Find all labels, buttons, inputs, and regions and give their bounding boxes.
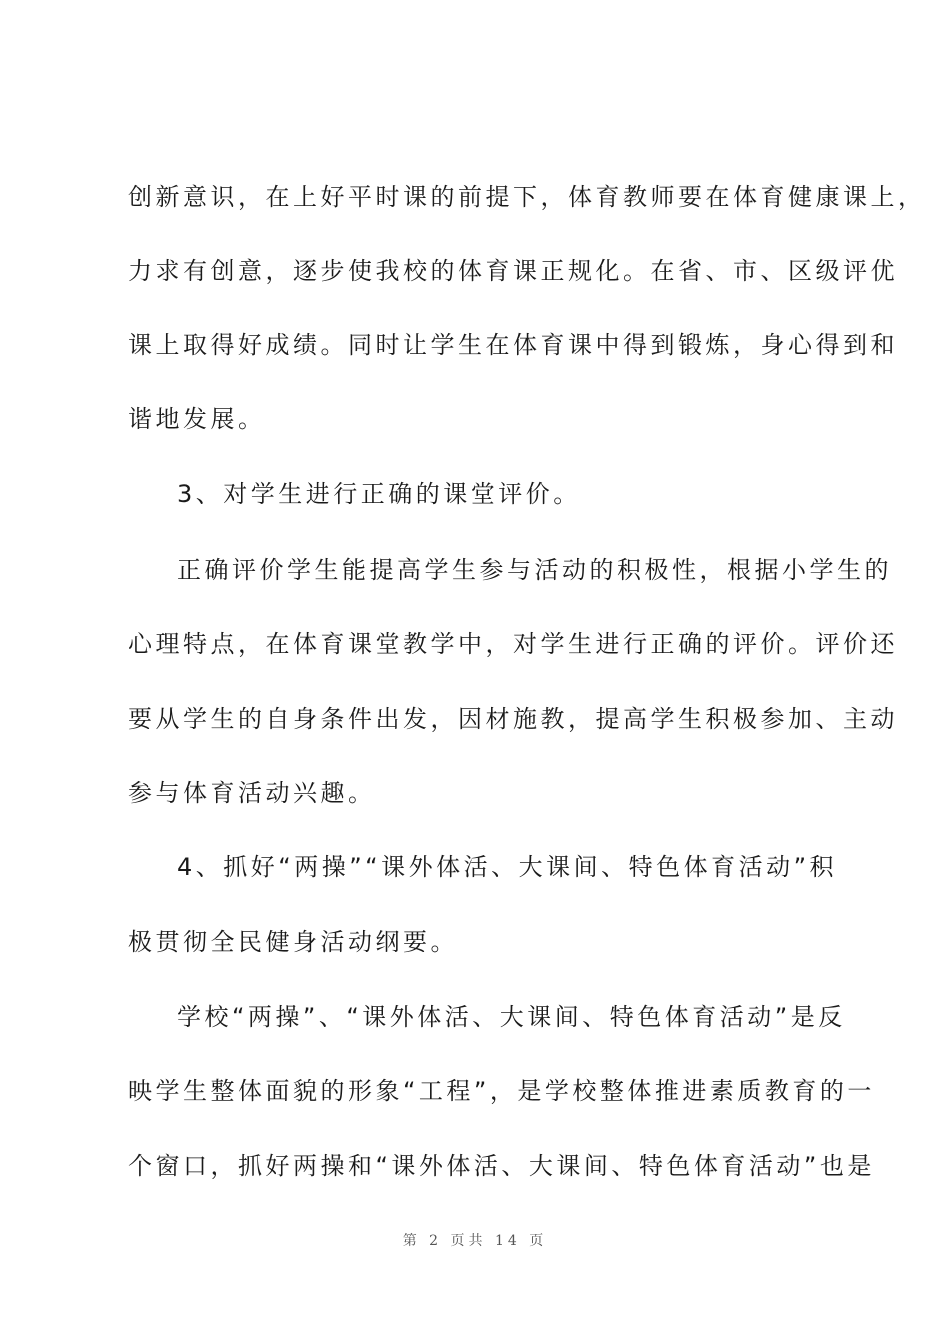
body-text-line: 创新意识，在上好平时课的前提下，体育教师要在体育健康课上， [128,183,926,211]
body-text-line: 个窗口，抓好两操和“课外体活、大课间、特色体育活动”也是 [128,1152,875,1180]
body-text-line: 要从学生的自身条件出发，因材施教，提高学生积极参加、主动 [128,705,898,733]
section-heading: 3、对学生进行正确的课堂评价。 [177,480,581,508]
body-text-line: 力求有创意，逐步使我校的体育课正规化。在省、市、区级评优 [128,257,898,285]
body-text-line: 心理特点，在体育课堂教学中，对学生进行正确的评价。评价还 [128,630,898,658]
body-text-line: 学校“两操”、“课外体活、大课间、特色体育活动”是反 [177,1003,846,1031]
section-heading-continued: 极贯彻全民健身活动纲要。 [128,928,458,956]
body-text-line: 参与体育活动兴趣。 [128,779,376,807]
body-text-line: 正确评价学生能提高学生参与活动的积极性，根据小学生的 [177,556,892,584]
body-text-line: 映学生整体面貌的形象“工程”，是学校整体推进素质教育的一 [128,1077,875,1105]
body-text-line: 课上取得好成绩。同时让学生在体育课中得到锻炼，身心得到和 [128,331,898,359]
page-number-footer: 第 2 页共 14 页 [402,1233,548,1249]
body-text-line: 谐地发展。 [128,405,266,433]
section-heading: 4、抓好“两操”“课外体活、大课间、特色体育活动”积 [177,853,838,881]
